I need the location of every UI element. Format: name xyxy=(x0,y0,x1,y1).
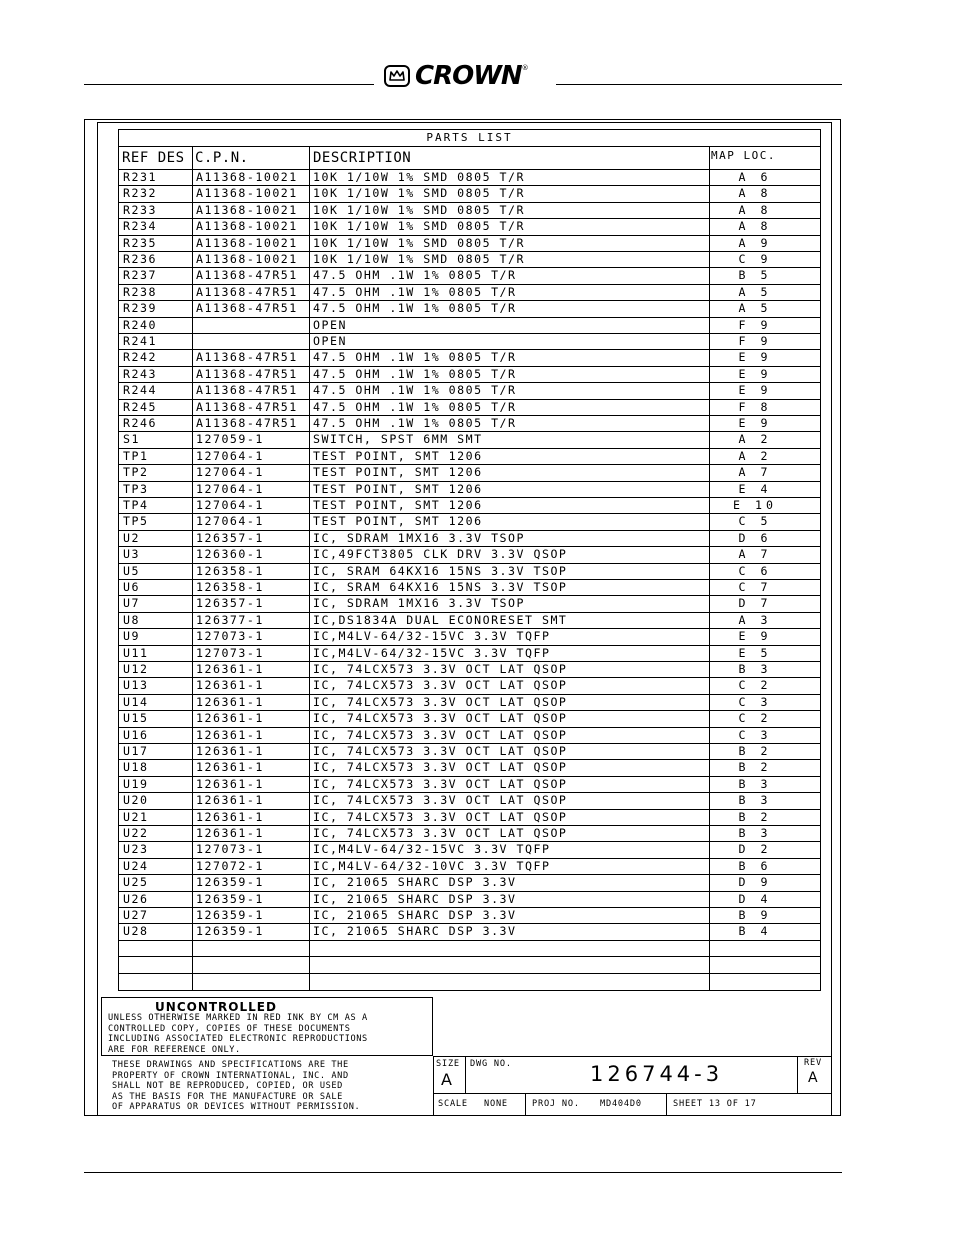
description-cell: 10K 1/10W 1% SMD 0805 T/R xyxy=(313,219,526,234)
description-cell: TEST POINT, SMT 1206 xyxy=(313,448,483,463)
cpn-cell: 126377-1 xyxy=(196,612,264,627)
ref-des-cell: U15 xyxy=(123,711,149,726)
col-header-map-loc: MAP LOC. xyxy=(711,149,776,162)
cpn-cell: 126357-1 xyxy=(196,530,264,545)
cpn-cell: 126361-1 xyxy=(196,711,264,726)
ref-des-cell: R245 xyxy=(123,399,157,414)
brand-wordmark: CROWN xyxy=(415,61,522,91)
description-cell: SWITCH, SPST 6MM SMT xyxy=(313,432,483,447)
description-cell: IC,M4LV-64/32-15VC 3.3V TQFP xyxy=(313,629,551,644)
cpn-cell: A11368-47R51 xyxy=(196,268,298,283)
ref-des-cell: R238 xyxy=(123,284,157,299)
map-loc-cell: F 9 xyxy=(738,317,772,332)
table-row xyxy=(119,661,820,677)
ref-des-cell: R240 xyxy=(123,317,157,332)
map-loc-cell: A 7 xyxy=(738,547,772,562)
map-loc-cell: B 4 xyxy=(738,924,772,939)
table-row xyxy=(119,595,820,611)
map-loc-cell: A 5 xyxy=(738,284,772,299)
cpn-cell: A11368-10021 xyxy=(196,170,298,184)
header-rule-right xyxy=(556,84,842,85)
description-cell: IC, 74LCX573 3.3V OCT LAT QSOP xyxy=(313,809,568,824)
cpn-cell: 126361-1 xyxy=(196,776,264,791)
ref-des-cell: U25 xyxy=(123,875,149,890)
ref-des-cell: U19 xyxy=(123,776,149,791)
cpn-cell: 127064-1 xyxy=(196,514,264,529)
uncontrolled-title: UNCONTROLLED xyxy=(155,1000,277,1014)
table-row xyxy=(119,267,820,283)
map-loc-cell: B 6 xyxy=(738,858,772,873)
table-row xyxy=(119,563,820,579)
description-cell: IC, 74LCX573 3.3V OCT LAT QSOP xyxy=(313,793,568,808)
ref-des-cell: TP5 xyxy=(123,514,149,529)
table-row xyxy=(119,891,820,907)
cpn-cell: 126361-1 xyxy=(196,662,264,676)
map-loc-cell: E 9 xyxy=(738,366,772,381)
cpn-cell: A11368-10021 xyxy=(196,235,298,250)
description-cell: 47.5 OHM .1W 1% 0805 T/R xyxy=(313,268,517,283)
cpn-cell: 126359-1 xyxy=(196,908,264,922)
description-cell: 10K 1/10W 1% SMD 0805 T/R xyxy=(313,252,526,266)
cpn-cell: 126361-1 xyxy=(196,727,264,742)
map-loc-cell: B 3 xyxy=(738,662,772,676)
table-row xyxy=(119,481,820,497)
description-cell: TEST POINT, SMT 1206 xyxy=(313,465,483,480)
description-cell: OPEN xyxy=(313,334,347,348)
table-row xyxy=(119,235,820,251)
description-cell: IC,M4LV-64/32-15VC 3.3V TQFP xyxy=(313,645,551,660)
map-loc-cell: A 8 xyxy=(738,219,772,234)
table-row xyxy=(119,513,820,529)
ref-des-cell: R244 xyxy=(123,383,157,398)
map-loc-cell: E 9 xyxy=(738,416,772,430)
description-cell: 47.5 OHM .1W 1% 0805 T/R xyxy=(313,301,517,316)
table-row xyxy=(119,645,820,661)
description-cell: IC, 74LCX573 3.3V OCT LAT QSOP xyxy=(313,727,568,742)
cpn-cell: A11368-10021 xyxy=(196,219,298,234)
map-loc-cell: C 2 xyxy=(738,711,772,726)
cpn-cell: 126358-1 xyxy=(196,580,264,594)
ref-des-cell: R239 xyxy=(123,301,157,316)
description-cell: IC, 74LCX573 3.3V OCT LAT QSOP xyxy=(313,662,568,676)
table-row xyxy=(119,464,820,480)
cpn-cell: 127064-1 xyxy=(196,498,264,512)
map-loc-cell: A 7 xyxy=(738,465,772,480)
cpn-cell: A11368-47R51 xyxy=(196,301,298,316)
table-row xyxy=(119,251,820,267)
ref-des-cell: TP1 xyxy=(123,448,149,463)
col-header-cpn: C.P.N. xyxy=(195,150,249,166)
cpn-cell: 126359-1 xyxy=(196,875,264,890)
cpn-cell: 126361-1 xyxy=(196,694,264,709)
cpn-cell: 126359-1 xyxy=(196,891,264,906)
table-row xyxy=(119,218,820,234)
map-loc-cell: E 5 xyxy=(738,645,772,660)
table-row xyxy=(119,497,820,513)
description-cell: IC, 74LCX573 3.3V OCT LAT QSOP xyxy=(313,826,568,840)
table-row xyxy=(119,858,820,874)
description-cell: 10K 1/10W 1% SMD 0805 T/R xyxy=(313,170,526,184)
cpn-cell: 127059-1 xyxy=(196,432,264,447)
table-row xyxy=(119,694,820,710)
cpn-cell: 126361-1 xyxy=(196,744,264,758)
map-loc-cell: B 9 xyxy=(738,908,772,922)
ref-des-cell: R234 xyxy=(123,219,157,234)
description-cell: IC,M4LV-64/32-15VC 3.3V TQFP xyxy=(313,842,551,857)
cpn-cell: A11368-10021 xyxy=(196,252,298,266)
cpn-cell: 127073-1 xyxy=(196,842,264,857)
table-row xyxy=(119,448,820,464)
ref-des-cell: U21 xyxy=(123,809,149,824)
table-row xyxy=(119,628,820,644)
parts-list-title: PARTS LIST xyxy=(119,130,820,147)
parts-list-table xyxy=(118,129,821,991)
table-row xyxy=(119,431,820,447)
map-loc-cell: D 6 xyxy=(738,530,772,545)
col-header-description: DESCRIPTION xyxy=(313,150,412,166)
description-cell: IC,49FCT3805 CLK DRV 3.3V QSOP xyxy=(313,547,568,562)
table-row xyxy=(119,759,820,775)
map-loc-cell: A 6 xyxy=(738,170,772,184)
map-loc-cell: A 8 xyxy=(738,186,772,201)
uncontrolled-text: UNLESS OTHERWISE MARKED IN RED INK BY CM AS A CONTROLLED COPY, COPIES OF THESE DOCUMENTS INCLUDING ASSOCIATED ELECTRONIC REPRODUCTIONS ARE FOR REFERENCE ONLY. xyxy=(108,1013,368,1055)
table-row xyxy=(119,300,820,316)
description-cell: IC, 74LCX573 3.3V OCT LAT QSOP xyxy=(313,776,568,791)
map-loc-cell: C 9 xyxy=(738,252,772,266)
dwg-no-label: DWG NO. xyxy=(470,1059,512,1069)
cpn-cell: A11368-47R51 xyxy=(196,416,298,430)
description-cell: IC, 21065 SHARC DSP 3.3V xyxy=(313,908,517,922)
cpn-cell: 127073-1 xyxy=(196,629,264,644)
scale-label: SCALE xyxy=(438,1099,468,1109)
sheet-number: SHEET 13 OF 17 xyxy=(673,1099,757,1109)
ref-des-cell: U26 xyxy=(123,891,149,906)
ref-des-cell: U3 xyxy=(123,547,140,562)
description-cell: TEST POINT, SMT 1206 xyxy=(313,481,483,496)
map-loc-cell: A 2 xyxy=(738,448,772,463)
table-row xyxy=(119,185,820,201)
table-row xyxy=(119,825,820,841)
table-row xyxy=(119,874,820,890)
cpn-cell: 127073-1 xyxy=(196,645,264,660)
table-row xyxy=(119,710,820,726)
drawing-number: 126744-3 xyxy=(590,1062,724,1086)
description-cell: 10K 1/10W 1% SMD 0805 T/R xyxy=(313,186,526,201)
description-cell: 47.5 OHM .1W 1% 0805 T/R xyxy=(313,284,517,299)
cpn-cell: 126359-1 xyxy=(196,924,264,939)
description-cell: IC, 74LCX573 3.3V OCT LAT QSOP xyxy=(313,760,568,775)
cpn-cell: 126357-1 xyxy=(196,596,264,611)
proj-no-label: PROJ NO. xyxy=(532,1099,580,1109)
description-cell: IC, 74LCX573 3.3V OCT LAT QSOP xyxy=(313,711,568,726)
table-row xyxy=(119,333,820,349)
description-cell: IC,M4LV-64/32-10VC 3.3V TQFP xyxy=(313,858,551,873)
table-row xyxy=(119,776,820,792)
map-loc-cell: E 4 xyxy=(738,481,772,496)
description-cell: IC, 74LCX573 3.3V OCT LAT QSOP xyxy=(313,694,568,709)
ref-des-cell: U20 xyxy=(123,793,149,808)
ref-des-cell: R241 xyxy=(123,334,157,348)
map-loc-cell: B 5 xyxy=(738,268,772,283)
map-loc-cell: B 3 xyxy=(738,793,772,808)
table-row xyxy=(119,956,820,972)
table-row xyxy=(119,202,820,218)
map-loc-cell: C 5 xyxy=(738,514,772,529)
description-cell: IC, SRAM 64KX16 15NS 3.3V TSOP xyxy=(313,580,568,594)
ref-des-cell: U8 xyxy=(123,612,140,627)
table-row xyxy=(119,841,820,857)
map-loc-cell: D 4 xyxy=(738,891,772,906)
size-value: A xyxy=(441,1070,452,1089)
cpn-cell: 127064-1 xyxy=(196,465,264,480)
ref-des-cell: TP4 xyxy=(123,498,149,512)
map-loc-cell: F 9 xyxy=(738,334,772,348)
table-row xyxy=(119,317,820,333)
ref-des-cell: R235 xyxy=(123,235,157,250)
ref-des-cell: R233 xyxy=(123,202,157,217)
table-row xyxy=(119,284,820,300)
ref-des-cell: R237 xyxy=(123,268,157,283)
crown-logo xyxy=(384,62,552,90)
description-cell: 47.5 OHM .1W 1% 0805 T/R xyxy=(313,366,517,381)
map-loc-cell: A 3 xyxy=(738,612,772,627)
description-cell: IC, 74LCX573 3.3V OCT LAT QSOP xyxy=(313,678,568,693)
description-cell: IC, SRAM 64KX16 15NS 3.3V TSOP xyxy=(313,563,568,578)
description-cell: 47.5 OHM .1W 1% 0805 T/R xyxy=(313,383,517,398)
col-header-ref-des: REF DES xyxy=(122,150,185,166)
table-row xyxy=(119,349,820,365)
ref-des-cell: U18 xyxy=(123,760,149,775)
map-loc-cell: B 3 xyxy=(738,826,772,840)
size-label: SIZE xyxy=(436,1059,460,1069)
table-row xyxy=(119,169,820,185)
description-cell: 10K 1/10W 1% SMD 0805 T/R xyxy=(313,235,526,250)
description-cell: 47.5 OHM .1W 1% 0805 T/R xyxy=(313,350,517,365)
ref-des-cell: U27 xyxy=(123,908,149,922)
ref-des-cell: U7 xyxy=(123,596,140,611)
table-row xyxy=(119,743,820,759)
table-row xyxy=(119,792,820,808)
footer-rule xyxy=(84,1172,842,1173)
map-loc-cell: C 3 xyxy=(738,694,772,709)
map-loc-cell: E 9 xyxy=(738,350,772,365)
map-loc-cell: A 2 xyxy=(738,432,772,447)
table-row xyxy=(119,366,820,382)
table-row xyxy=(119,612,820,628)
map-loc-cell: B 2 xyxy=(738,760,772,775)
ref-des-cell: U23 xyxy=(123,842,149,857)
map-loc-cell: C 6 xyxy=(738,563,772,578)
map-loc-cell: D 9 xyxy=(738,875,772,890)
cpn-cell: A11368-47R51 xyxy=(196,383,298,398)
crown-icon xyxy=(384,65,410,87)
scale-value: NONE xyxy=(484,1099,508,1109)
map-loc-cell: B 2 xyxy=(738,809,772,824)
table-row xyxy=(119,727,820,743)
description-cell: IC, SDRAM 1MX16 3.3V TSOP xyxy=(313,596,526,611)
map-loc-cell: B 3 xyxy=(738,776,772,791)
cpn-cell: 126361-1 xyxy=(196,793,264,808)
cpn-cell: 126360-1 xyxy=(196,547,264,562)
ref-des-cell: R231 xyxy=(123,170,157,184)
map-loc-cell: C 3 xyxy=(738,727,772,742)
ref-des-cell: U11 xyxy=(123,645,149,660)
description-cell: OPEN xyxy=(313,317,347,332)
ref-des-cell: U16 xyxy=(123,727,149,742)
table-row xyxy=(119,382,820,398)
description-cell: IC, SDRAM 1MX16 3.3V TSOP xyxy=(313,530,526,545)
table-row xyxy=(119,973,820,989)
description-cell: 47.5 OHM .1W 1% 0805 T/R xyxy=(313,399,517,414)
table-row xyxy=(119,809,820,825)
description-cell: IC, 74LCX573 3.3V OCT LAT QSOP xyxy=(313,744,568,758)
table-row xyxy=(119,399,820,415)
map-loc-cell: B 2 xyxy=(738,744,772,758)
ref-des-cell: U28 xyxy=(123,924,149,939)
ref-des-cell: U14 xyxy=(123,694,149,709)
map-loc-cell: E 10 xyxy=(733,498,777,512)
ref-des-cell: R232 xyxy=(123,186,157,201)
property-notice: THESE DRAWINGS AND SPECIFICATIONS ARE THE PROPERTY OF CROWN INTERNATIONAL, INC. AND SHALL NOT BE REPRODUCED, COPIED, OR USED AS THE BASIS FOR THE MANUFACTURE OR SALE OF APPARATUS OR DEVICES WITHOUT PERMISSION. xyxy=(112,1060,361,1113)
map-loc-cell: A 5 xyxy=(738,301,772,316)
map-loc-cell: A 8 xyxy=(738,202,772,217)
ref-des-cell: U12 xyxy=(123,662,149,676)
map-loc-cell: E 9 xyxy=(738,383,772,398)
description-cell: IC, 21065 SHARC DSP 3.3V xyxy=(313,924,517,939)
description-cell: TEST POINT, SMT 1206 xyxy=(313,498,483,512)
ref-des-cell: S1 xyxy=(123,432,140,447)
inner-frame-top xyxy=(97,122,832,123)
ref-des-cell: U5 xyxy=(123,563,140,578)
cpn-cell: A11368-47R51 xyxy=(196,399,298,414)
description-cell: IC, 21065 SHARC DSP 3.3V xyxy=(313,875,517,890)
description-cell: 10K 1/10W 1% SMD 0805 T/R xyxy=(313,202,526,217)
ref-des-cell: TP3 xyxy=(123,481,149,496)
description-cell: 47.5 OHM .1W 1% 0805 T/R xyxy=(313,416,517,430)
ref-des-cell: U17 xyxy=(123,744,149,758)
proj-no-value: MD404D0 xyxy=(600,1099,642,1109)
table-row xyxy=(119,579,820,595)
rev-label: REV xyxy=(804,1058,822,1068)
cpn-cell: 126361-1 xyxy=(196,809,264,824)
ref-des-cell: U6 xyxy=(123,580,140,594)
map-loc-cell: E 9 xyxy=(738,629,772,644)
table-row xyxy=(119,940,820,956)
cpn-cell: 126361-1 xyxy=(196,826,264,840)
cpn-cell: 127064-1 xyxy=(196,481,264,496)
cpn-cell: 126358-1 xyxy=(196,563,264,578)
ref-des-cell: U22 xyxy=(123,826,149,840)
cpn-cell: A11368-47R51 xyxy=(196,366,298,381)
header-rule-left xyxy=(84,84,374,85)
description-cell: IC, 21065 SHARC DSP 3.3V xyxy=(313,891,517,906)
ref-des-cell: R236 xyxy=(123,252,157,266)
ref-des-cell: R243 xyxy=(123,366,157,381)
table-row xyxy=(119,923,820,939)
description-cell: TEST POINT, SMT 1206 xyxy=(313,514,483,529)
table-row xyxy=(119,415,820,431)
cpn-cell: 126361-1 xyxy=(196,678,264,693)
cpn-cell: A11368-10021 xyxy=(196,186,298,201)
cpn-cell: A11368-47R51 xyxy=(196,284,298,299)
ref-des-cell: R242 xyxy=(123,350,157,365)
table-row xyxy=(119,907,820,923)
ref-des-cell: U9 xyxy=(123,629,140,644)
map-loc-cell: C 7 xyxy=(738,580,772,594)
map-loc-cell: C 2 xyxy=(738,678,772,693)
description-cell: IC,DS1834A DUAL ECONORESET SMT xyxy=(313,612,568,627)
map-loc-cell: A 9 xyxy=(738,235,772,250)
cpn-cell: 127072-1 xyxy=(196,858,264,873)
map-loc-cell: F 8 xyxy=(738,399,772,414)
ref-des-cell: U2 xyxy=(123,530,140,545)
cpn-cell: 126361-1 xyxy=(196,760,264,775)
cpn-cell: A11368-47R51 xyxy=(196,350,298,365)
map-loc-cell: D 7 xyxy=(738,596,772,611)
table-row xyxy=(119,546,820,562)
table-row xyxy=(119,677,820,693)
ref-des-cell: U24 xyxy=(123,858,149,873)
map-loc-cell: D 2 xyxy=(738,842,772,857)
cpn-cell: A11368-10021 xyxy=(196,202,298,217)
rev-value: A xyxy=(808,1070,818,1086)
ref-des-cell: R246 xyxy=(123,416,157,430)
registered-mark: ® xyxy=(521,64,529,72)
table-row xyxy=(119,530,820,546)
ref-des-cell: U13 xyxy=(123,678,149,693)
cpn-cell: 127064-1 xyxy=(196,448,264,463)
ref-des-cell: TP2 xyxy=(123,465,149,480)
